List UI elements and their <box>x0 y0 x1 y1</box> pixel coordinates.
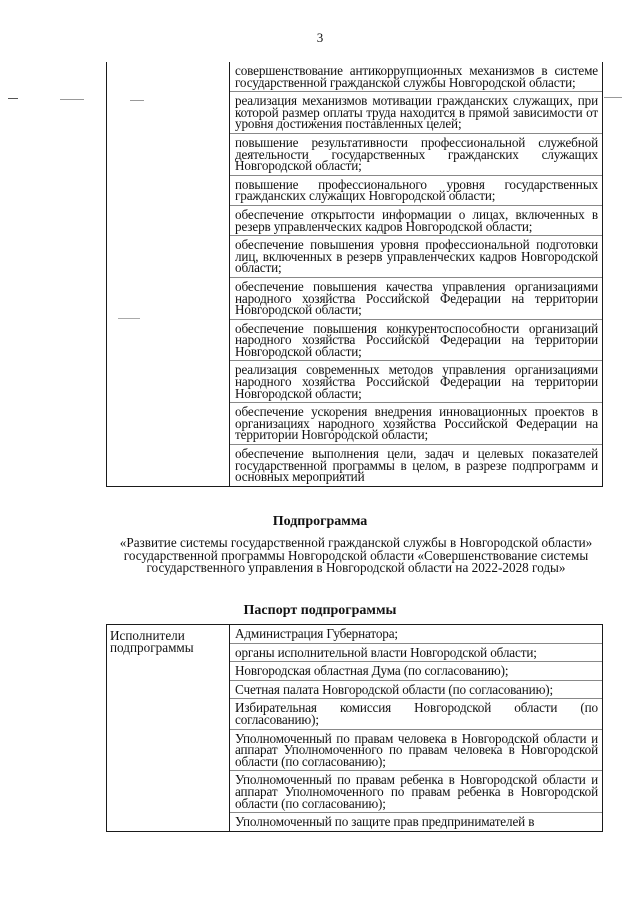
passport-table <box>106 624 603 832</box>
executor-item: Уполномоченный по правам ребенка в Новгородской области и аппарат Уполномоченного по правам ребенка в Новгородской области (по согласованию); <box>230 770 602 812</box>
goal-item: обеспечение ускорения внедрения инновационных проектов в организациях народного хозяйства Российской Федерации на территории Новгородской области; <box>230 402 602 444</box>
executor-item: Избирательная комиссия Новгородской области (по согласованию); <box>230 698 602 728</box>
goal-item: реализация механизмов мотивации гражданских служащих, при которой размер оплаты труда находится в прямой зависимости от уровня достижения поставленных целей; <box>230 91 602 133</box>
goal-item: обеспечение повышения конкурентоспособности организаций народного хозяйства Российской Федерации на территории Новгородской области; <box>230 319 602 361</box>
scan-mark <box>604 97 622 98</box>
goal-item: обеспечение открытости информации о лицах, включенных в резерв управленческих кадров Новгородской области; <box>230 205 602 235</box>
goal-item: повышение профессионального уровня государственных гражданских служащих Новгородской области; <box>230 175 602 205</box>
goal-item: совершенствование антикоррупционных механизмов в системе государственной гражданской службы Новгородской области; <box>235 63 598 90</box>
executor-item: органы исполнительной власти Новгородской области; <box>230 643 602 662</box>
scan-mark <box>60 99 84 100</box>
executor-item: Счетная палата Новгородской области (по согласованию); <box>230 680 602 699</box>
goals-right-cell <box>230 62 603 486</box>
executor-item: Новгородская областная Дума (по согласованию); <box>230 661 602 680</box>
goal-item: реализация современных методов управления организациями народного хозяйства Российской Федерации на территории Новгородской области; <box>230 360 602 402</box>
goal-item: обеспечение выполнения цели, задач и целевых показателей государственной программы в целом, в разрезе подпрограмм и основных мероприятий <box>230 444 602 486</box>
executors-label: Исполнители подпрограммы <box>107 625 230 832</box>
goals-table <box>106 62 603 487</box>
passport-heading: Паспорт подпрограммы <box>243 603 397 618</box>
executors-cell <box>230 625 603 832</box>
goal-item: обеспечение повышения качества управления организациями народного хозяйства Российской Федерации на территории Новгородской области; <box>230 277 602 319</box>
subprogram-title: «Развитие системы государственной гражданской службы в Новгородской области» государственной программы Новгородской области «Совершенствование системы государственного управления в Новгородской области на 2022-2028 годы» <box>119 535 593 576</box>
executor-item: Администрация Губернатора; <box>235 626 398 641</box>
subprogram-heading: Подпрограмма <box>272 514 368 529</box>
executor-item: Уполномоченный по защите прав предпринимателей в <box>230 812 602 831</box>
executor-item: Уполномоченный по правам человека в Новгородской области и аппарат Уполномоченного по правам человека в Новгородской области (по согласованию); <box>230 729 602 771</box>
goals-left-cell <box>107 62 230 486</box>
page-number: 3 <box>316 30 324 45</box>
goal-item: повышение результативности профессиональной служебной деятельности государственных гражданских служащих Новгородской области; <box>230 133 602 175</box>
goal-item: обеспечение повышения уровня профессиональной подготовки лиц, включенных в резерв управленческих кадров Новгородской области; <box>230 235 602 277</box>
scan-mark <box>8 98 18 99</box>
